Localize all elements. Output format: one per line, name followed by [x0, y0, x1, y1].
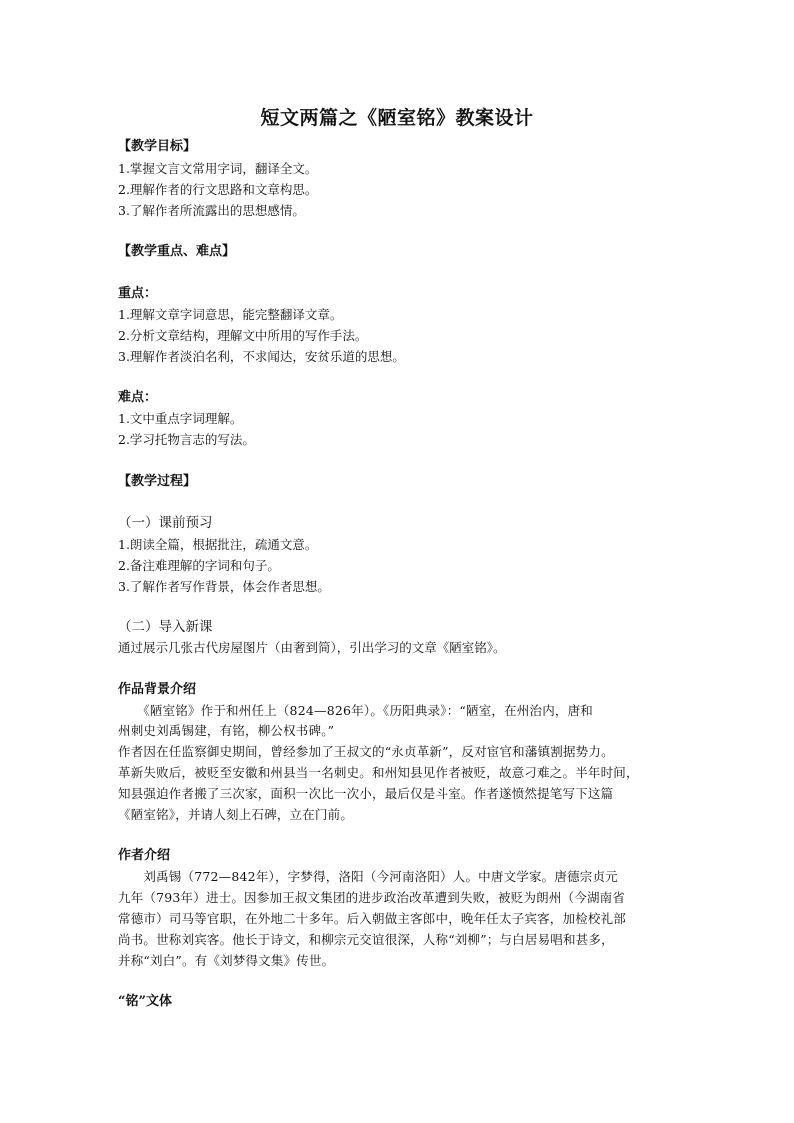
background-line: 《陋室铭》，并请人刻上石碑，立在门前。 [118, 807, 354, 822]
background-line: 知县强迫作者搬了三次家，面积一次比一次小，最后仅是斗室。作者遂愤然提笔写下这篇 [118, 786, 614, 801]
key-item: 2.分析文章结构，理解文中所用的写作手法。 [118, 328, 368, 343]
objective-item: 3.了解作者所流露出的思想感情。 [118, 203, 305, 218]
difficult-item: 2.学习托物言志的写法。 [118, 432, 255, 447]
genre-heading: “铭”文体 [118, 994, 172, 1009]
preview-title: （一）课前预习 [118, 515, 213, 531]
difficult-label: 难点： [118, 390, 158, 405]
author-heading: 作者介绍 [118, 848, 171, 863]
background-line: 州刺史刘禹锡建，有铭，柳公权书碑。” [118, 723, 335, 738]
intro-text: 通过展示几张古代房屋图片（由奢到简），引出学习的文章《陋室铭》。 [118, 640, 506, 655]
preview-item: 1.朗读全篇，根据批注，疏通文意。 [118, 537, 318, 552]
key-item: 3.理解作者淡泊名利，不求闻达，安贫乐道的思想。 [118, 349, 405, 364]
author-line: 九年（793年）进士。因参加王叔文集团的进步政治改革遭到失败，被贬为朗州（今湖南省 [118, 890, 626, 905]
objectives-heading: 【教学目标】 [118, 139, 197, 154]
author-line: 并称“刘白”。有《刘梦得文集》传世。 [118, 953, 335, 968]
author-line: 常德市）司马等官职，在外地二十多年。后入朝做主客郎中，晚年任太子宾客，加检校礼部 [118, 911, 627, 926]
intro-title: （二）导入新课 [118, 619, 213, 635]
key-label: 重点： [118, 286, 158, 301]
background-line: 作者因在任监察御史期间，曾经参加了王叔文的“永贞革新”，反对宦官和藩镇割据势力。 [118, 744, 614, 759]
objective-item: 1.掌握文言文常用字词，翻译全文。 [118, 161, 318, 176]
preview-item: 3.了解作者写作背景，体会作者思想。 [118, 579, 330, 594]
preview-item: 2.备注难理解的字词和句子。 [118, 558, 280, 573]
author-line: 尚书。世称刘宾客。他长于诗文，和柳宗元交谊很深，人称“刘柳”；与白居易唱和甚多， [118, 932, 614, 947]
difficult-item: 1.文中重点字词理解。 [118, 411, 243, 426]
background-heading: 作品背景介绍 [118, 682, 197, 697]
process-heading: 【教学过程】 [118, 474, 197, 489]
background-line: 《陋室铭》作于和州任上（824—826年）。《历阳典录》：“陋室，在州治内，唐和 [118, 703, 594, 718]
objective-item: 2.理解作者的行文思路和文章构思。 [118, 182, 318, 197]
keypoints-heading: 【教学重点、难点】 [118, 244, 236, 259]
page-title: 短文两篇之《陋室铭》教案设计 [260, 107, 534, 129]
key-item: 1.理解文章字词意思，能完整翻译文章。 [118, 307, 343, 322]
author-line: 刘禹锡（772—842年），字梦得，洛阳（今河南洛阳）人。中唐文学家。唐德宗贞元 [118, 869, 618, 884]
background-line: 革新失败后，被贬至安徽和州县当一名刺史。和州知县见作者被贬，故意刁难之。半年时间， [118, 765, 639, 780]
